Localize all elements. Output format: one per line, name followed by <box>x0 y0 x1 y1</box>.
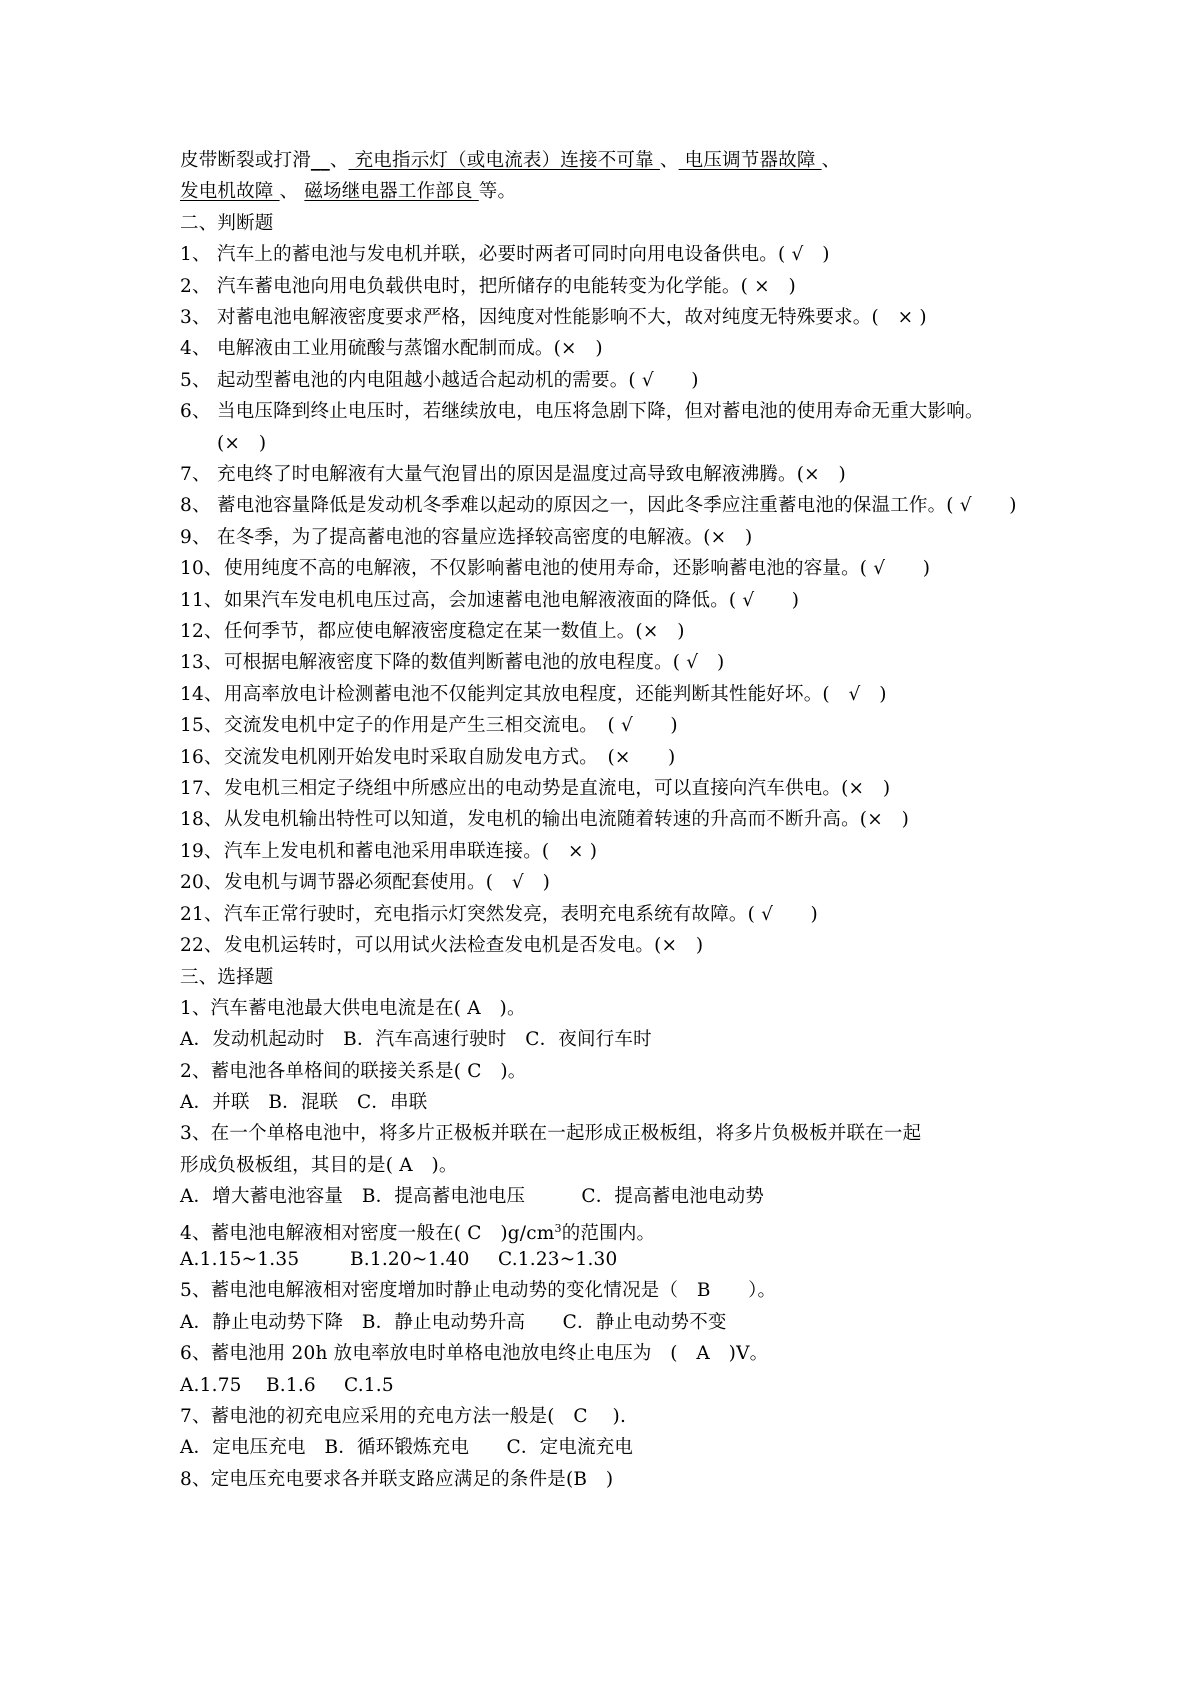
fill-answer: 磁场继电器工作部良 <box>304 181 479 203</box>
item-number: 16、 <box>180 746 223 768</box>
question-text: 4、蓄电池电解液相对密度一般在( C )g/cm <box>180 1222 555 1244</box>
item-number: 8、 <box>180 495 211 517</box>
question-1-options: A．发动机起动时 B．汽车高速行驶时 C．夜间行车时 <box>180 1029 652 1051</box>
judge-item <box>180 804 1030 835</box>
judge-item <box>180 773 1030 804</box>
item-number: 9、 <box>180 526 211 548</box>
judge-item <box>180 742 1030 773</box>
item-text: 汽车正常行驶时，充电指示灯突然发亮，表明充电系统有故障。( √ ) <box>224 903 818 925</box>
item-number: 18、 <box>180 809 223 831</box>
item-number: 21、 <box>180 903 223 925</box>
item-text: 从发电机输出特性可以知道，发电机的输出电流随着转速的升高而不断升高。(× ) <box>224 809 910 831</box>
option-b: B.1.20~1.40 <box>350 1249 470 1271</box>
fill-blank: __ <box>310 150 330 171</box>
question-3-options: A．增大蓄电池容量 B．提高蓄电池电压 C．提高蓄电池电动势 <box>180 1186 765 1208</box>
item-text: 发电机三相定子绕组中所感应出的电动势是直流电，可以直接向汽车供电。(× ) <box>224 778 891 800</box>
item-text: 发电机运转时，可以用试火法检查发电机是否发电。(× ) <box>224 935 704 957</box>
question-5-options: A．静止电动势下降 B．静止电动势升高 C．静止电动势不变 <box>180 1311 727 1333</box>
item-number: 5、 <box>180 369 211 391</box>
question-1: 1、汽车蓄电池最大供电电流是在( A )。 <box>180 997 526 1019</box>
fill-text: 皮带断裂或打滑 <box>180 150 311 171</box>
item-text: 汽车上发电机和蓄电池采用串联连接。( × ) <box>224 840 598 862</box>
item-number: 10、 <box>180 558 223 580</box>
option-c: C.1.5 <box>344 1374 394 1396</box>
judge-item <box>180 333 1030 364</box>
judge-item <box>180 585 1030 616</box>
question-2: 2、蓄电池各单格间的联接关系是( C )。 <box>180 1060 527 1082</box>
question-7-options: A．定电压充电 B．循环锻炼充电 C．定电流充电 <box>180 1437 634 1459</box>
item-text: 充电终了时电解液有大量气泡冒出的原因是温度过高导致电解液沸腾。(× ) <box>217 464 846 486</box>
question-2-options: A．并联 B．混联 C．串联 <box>180 1092 428 1114</box>
fill-line-1 <box>180 145 1030 176</box>
fill-line-2 <box>180 176 1030 207</box>
item-text: 电解液由工业用硫酸与蒸馏水配制而成。(× ) <box>217 338 603 360</box>
item-number: 14、 <box>180 683 223 705</box>
item-number: 2、 <box>180 275 211 297</box>
item-number: 4、 <box>180 338 211 360</box>
option-a: A.1.15~1.35 <box>180 1249 300 1271</box>
fill-text: 等。 <box>478 181 517 203</box>
item-text: 使用纯度不高的电解液，不仅影响蓄电池的使用寿命，还影响蓄电池的容量。( √ ) <box>224 558 931 580</box>
question-5: 5、蓄电池电解液相对密度增加时静止电动势的变化情况是（ B ）。 <box>180 1280 777 1302</box>
question-4-options <box>180 1244 1030 1275</box>
question-3-line-1: 3、在一个单格电池中，将多片正极板并联在一起形成正极板组，将多片负极板并联在一起 <box>180 1123 922 1145</box>
option-b: B.1.6 <box>266 1374 316 1396</box>
superscript: 3 <box>554 1221 562 1235</box>
item-text: 对蓄电池电解液密度要求严格，因纯度对性能影响不大，故对纯度无特殊要求。( × ) <box>217 306 927 328</box>
judge-item <box>180 679 1030 710</box>
judge-list <box>180 239 1030 961</box>
question-6: 6、蓄电池用 20h 放电率放电时单格电池放电终止电压为 ( A )V。 <box>180 1343 769 1365</box>
item-number: 3、 <box>180 306 211 328</box>
item-text: 交流发电机中定子的作用是产生三相交流电。 ( √ ) <box>224 715 678 737</box>
question-7: 7、蓄电池的初充电应采用的充电方法一般是( C ). <box>180 1405 627 1427</box>
question-3-line-2: 形成负极板组，其目的是( A )。 <box>180 1154 458 1176</box>
judge-item <box>180 553 1030 584</box>
section-title-choice: 三、选择题 <box>180 966 274 988</box>
section-title-judge: 二、判断题 <box>180 212 274 234</box>
separator: 、 <box>821 150 841 171</box>
fill-answer: 电压调节器故障 <box>678 150 822 171</box>
item-text: 发电机与调节器必须配套使用。( √ ) <box>224 872 551 894</box>
fill-answer: 充电指示灯（或电流表）连接不可靠 <box>348 150 660 171</box>
judge-item <box>180 930 1030 961</box>
judge-item <box>180 616 1030 647</box>
judge-item <box>180 365 1030 396</box>
judge-item <box>180 459 1030 490</box>
item-number: 20、 <box>180 872 223 894</box>
item-number: 22、 <box>180 935 223 957</box>
question-4 <box>180 1213 1030 1244</box>
item-number: 17、 <box>180 778 223 800</box>
separator: 、 <box>329 150 349 171</box>
judge-item <box>180 490 1030 521</box>
item-text: 可根据电解液密度下降的数值判断蓄电池的放电程度。( √ ) <box>224 652 725 674</box>
item-number: 11、 <box>180 589 223 611</box>
judge-item <box>180 899 1030 930</box>
judge-item <box>180 647 1030 678</box>
item-text: 当电压降到终止电压时，若继续放电，电压将急剧下降，但对蓄电池的使用寿命无重大影响。(× ) <box>217 401 984 454</box>
item-text: 任何季节，都应使电解液密度稳定在某一数值上。(× ) <box>224 621 685 643</box>
separator: 、 <box>279 181 305 203</box>
item-number: 15、 <box>180 715 223 737</box>
option-a: A.1.75 <box>180 1374 242 1396</box>
item-text: 交流发电机刚开始发电时采取自励发电方式。 (× ) <box>224 746 676 768</box>
question-text: 的范围内。 <box>561 1222 656 1244</box>
item-text: 用高率放电计检测蓄电池不仅能判定其放电程度，还能判断其性能好坏。( √ ) <box>224 683 887 705</box>
item-text: 起动型蓄电池的内电阻越小越适合起动机的需要。( √ ) <box>217 369 699 391</box>
fill-answer: 发电机故障 <box>180 181 280 203</box>
option-c: C.1.23~1.30 <box>498 1249 618 1271</box>
judge-item <box>180 710 1030 741</box>
item-text: 汽车蓄电池向用电负载供电时，把所储存的电能转变为化学能。( × ) <box>217 275 796 297</box>
judge-item <box>180 867 1030 898</box>
document-content <box>180 145 1030 1495</box>
judge-item <box>180 271 1030 302</box>
question-6-options <box>180 1370 1030 1401</box>
item-text: 蓄电池容量降低是发动机冬季难以起动的原因之一，因此冬季应注重蓄电池的保温工作。( √ ) <box>217 495 1017 517</box>
item-text: 汽车上的蓄电池与发电机并联，必要时两者可同时向用电设备供电。( √ ) <box>217 244 830 266</box>
item-text: 如果汽车发电机电压过高，会加速蓄电池电解液液面的降低。( √ ) <box>224 589 800 611</box>
question-8: 8、定电压充电要求各并联支路应满足的条件是(B ) <box>180 1468 614 1490</box>
judge-item <box>180 836 1030 867</box>
item-number: 19、 <box>180 840 223 862</box>
judge-item <box>180 396 1030 459</box>
judge-item <box>180 302 1030 333</box>
item-number: 7、 <box>180 464 211 486</box>
item-number: 12、 <box>180 621 223 643</box>
item-text: 在冬季，为了提高蓄电池的容量应选择较高密度的电解液。(× ) <box>217 526 753 548</box>
judge-item <box>180 522 1030 553</box>
item-number: 13、 <box>180 652 223 674</box>
separator: 、 <box>659 150 679 171</box>
item-number: 6、 <box>180 401 211 423</box>
judge-item <box>180 239 1030 270</box>
item-number: 1、 <box>180 244 211 266</box>
